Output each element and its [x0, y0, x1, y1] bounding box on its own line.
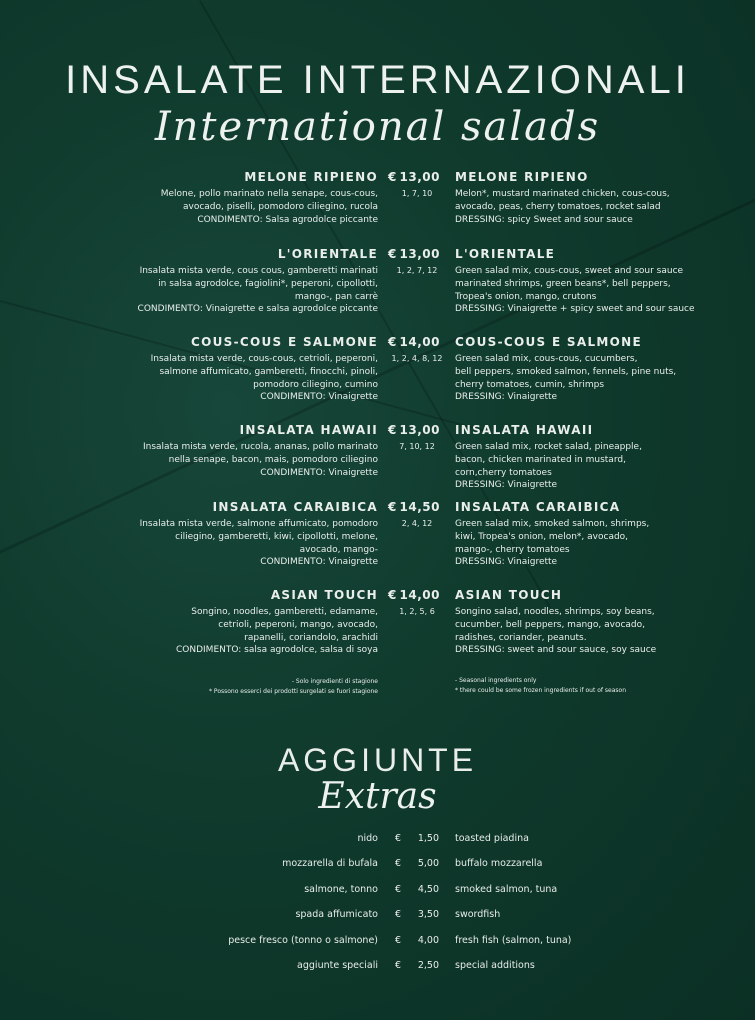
allergens: 2, 4, 12 [401, 519, 433, 528]
note-line: * there could be some frozen ingredients if out of season [455, 686, 627, 694]
allergens: 1, 2, 4, 8, 12 [391, 354, 443, 363]
description-line: avocado, peas, cherry tomatoes, rocket salad [455, 201, 661, 212]
extra-name-english: toasted piadina [455, 833, 529, 844]
extra-price: 1,50 [417, 833, 439, 844]
currency-symbol: € [388, 500, 397, 514]
extra-name-italian: nido [357, 833, 378, 844]
salad-name-english: ASIAN TOUCH [455, 588, 563, 602]
note-line: - Solo ingredienti di stagione [291, 678, 378, 685]
description-line: Insalata mista verde, salmone affumicato, pomodoro [139, 519, 378, 529]
description-english [455, 353, 745, 404]
notes-italian [209, 677, 378, 696]
extras-subtitle: Extras [318, 776, 437, 817]
salad-name-italian: L'ORIENTALE [277, 247, 378, 261]
description-line: DRESSING: Vinaigrette [455, 392, 558, 403]
description-line: cherry tomatoes, cumin, shrimps [455, 379, 605, 390]
salad-name-english: INSALATA CARAIBICA [455, 500, 621, 514]
description-italian [108, 518, 378, 569]
description-line: marinated shrimps, green beans*, bell peppers, [455, 278, 671, 289]
salad-name-english: INSALATA HAWAII [455, 423, 594, 437]
extra-name-english: swordfish [455, 909, 501, 921]
description-line: nella senape, bacon, mais, pomodoro ciliegino [168, 454, 378, 465]
description-line: rapanelli, coriandolo, arachidi [244, 632, 378, 643]
currency-symbol: € [395, 934, 402, 946]
extra-price: 4,50 [417, 883, 439, 895]
notes-english [455, 676, 626, 695]
description-line: Green salad mix, smoked salmon, shrimps, [455, 519, 650, 529]
description-line: Melon*, mustard marinated chicken, cous-cous, [455, 189, 670, 199]
salad-name-italian: COUS-COUS E SALMONE [191, 335, 378, 349]
note-line: - Seasonal ingredients only [455, 677, 537, 684]
currency-symbol: € [388, 335, 397, 349]
extras-title: AGGIUNTE [277, 742, 478, 778]
description-line: Green salad mix, rocket salad, pineapple, [455, 442, 642, 452]
description-line: DRESSING: Vinaigrette + spicy sweet and sour sauce [455, 304, 695, 315]
description-line: Songino, noodles, gamberetti, edamame, [191, 607, 378, 617]
salad-name-italian: MELONE RIPIENO [244, 170, 378, 184]
salad-name-italian: ASIAN TOUCH [270, 588, 378, 602]
description-english [455, 518, 745, 569]
salad-name-italian: INSALATA CARAIBICA [212, 500, 378, 514]
description-line: avocado, mango- [299, 544, 378, 555]
note-line: * Possono esserci dei prodotti surgelati se fuori stagione [209, 687, 378, 695]
description-line: Songino salad, noodles, shrimps, soy beans, [455, 607, 655, 617]
description-line: Melone, pollo marinato nella senape, cous-cous, [160, 189, 378, 199]
currency-symbol: € [395, 833, 402, 844]
description-line: mango-, pan carrè [294, 291, 378, 302]
description-line: kiwi, Tropea's onion, melon*, avocado, [455, 531, 629, 542]
description-line: mango-, cherry tomatoes [455, 544, 570, 555]
description-italian [108, 188, 378, 226]
description-line: Insalata mista verde, rucola, ananas, pollo marinato [142, 442, 378, 452]
extra-name-italian: aggiunte speciali [297, 960, 378, 971]
description-english [455, 188, 745, 226]
description-line: bell peppers, smoked salmon, fennels, pine nuts, [455, 366, 677, 377]
salad-price: 14,00 [399, 588, 440, 602]
allergens: 7, 10, 12 [399, 442, 435, 451]
description-line: DRESSING: Vinaigrette [455, 480, 558, 491]
extra-price: 2,50 [417, 960, 439, 971]
currency-symbol: € [395, 883, 402, 895]
description-line: in salsa agrodolce, fagiolini*, peperoni, cipollotti, [158, 278, 378, 289]
extra-name-english: fresh fish (salmon, tuna) [455, 934, 572, 946]
description-line: CONDIMENTO: Vinaigrette [260, 392, 378, 403]
salad-name-english: MELONE RIPIENO [455, 170, 589, 184]
description-line: cetrioli, peperoni, mango, avocado, [218, 619, 378, 630]
currency-symbol: € [388, 170, 397, 184]
currency-symbol: € [388, 423, 397, 437]
description-italian [108, 606, 378, 657]
description-line: Insalata mista verde, cous-cous, cetrioli, peperoni, [150, 354, 378, 364]
salad-price: 14,00 [399, 335, 440, 349]
description-line: CONDIMENTO: Vinaigrette e salsa agrodolce piccante [137, 304, 378, 315]
allergens: 1, 2, 7, 12 [396, 266, 438, 275]
extra-name-italian: pesce fresco (tonno o salmone) [228, 934, 378, 946]
currency-symbol: € [388, 588, 397, 602]
salad-name-english: L'ORIENTALE [455, 247, 556, 261]
extra-price: 5,00 [417, 858, 439, 870]
salad-name-italian: INSALATA HAWAII [239, 423, 378, 437]
description-line: ciliegino, gamberetti, kiwi, cipollotti, melone, [175, 531, 378, 542]
description-line: CONDIMENTO: Vinaigrette [260, 467, 378, 478]
salad-price: 13,00 [399, 170, 440, 184]
salad-price: 14,50 [399, 500, 440, 514]
salad-price: 13,00 [399, 247, 440, 261]
description-english [455, 606, 745, 657]
description-line: CONDIMENTO: Vinaigrette [260, 557, 378, 568]
description-line: avocado, piselli, pomodoro ciliegino, rucola [182, 201, 378, 212]
salad-price: 13,00 [399, 423, 440, 437]
description-italian [108, 265, 378, 316]
description-line: Tropea's onion, mango, crutons [455, 291, 597, 302]
extra-name-english: special additions [455, 960, 535, 971]
description-line: cucumber, bell peppers, mango, avocado, [455, 619, 645, 630]
description-line: CONDIMENTO: Salsa agrodolce piccante [197, 214, 378, 225]
page-subtitle: International salads [154, 104, 601, 150]
description-line: DRESSING: Vinaigrette [455, 557, 558, 568]
description-line: CONDIMENTO: salsa agrodolce, salsa di soya [176, 645, 378, 656]
description-line: salmone affumicato, gamberetti, finocchi, pinoli, [159, 366, 378, 377]
page-title: INSALATE INTERNAZIONALI [65, 58, 690, 102]
description-english [455, 441, 745, 492]
currency-symbol: € [395, 858, 402, 870]
description-line: corn,cherry tomatoes [455, 467, 552, 478]
extra-name-italian: spada affumicato [295, 909, 378, 921]
currency-symbol: € [395, 960, 402, 971]
description-line: radishes, coriander, peanuts. [455, 632, 587, 643]
extra-name-italian: salmone, tonno [304, 883, 378, 895]
extra-name-english: buffalo mozzarella [455, 858, 543, 870]
salad-name-english: COUS-COUS E SALMONE [455, 335, 642, 349]
allergens: 1, 7, 10 [401, 189, 433, 198]
currency-symbol: € [395, 909, 402, 921]
extra-price: 4,00 [417, 934, 439, 946]
description-line: Insalata mista verde, cous cous, gamberetti marinati [139, 266, 378, 276]
description-line: bacon, chicken marinated in mustard, [455, 454, 626, 465]
description-english [455, 265, 745, 316]
extra-name-english: smoked salmon, tuna [455, 883, 558, 895]
description-line: Green salad mix, cous-cous, sweet and sour sauce [455, 266, 684, 276]
extra-price: 3,50 [417, 909, 439, 921]
description-italian [108, 353, 378, 404]
description-line: DRESSING: sweet and sour sauce, soy sauce [455, 645, 657, 656]
description-line: DRESSING: spicy Sweet and sour sauce [455, 214, 633, 225]
description-line: pomodoro ciliegino, cumino [253, 379, 378, 390]
allergens: 1, 2, 5, 6 [399, 607, 435, 616]
description-italian [108, 441, 378, 479]
currency-symbol: € [388, 247, 397, 261]
description-line: Green salad mix, cous-cous, cucumbers, [455, 354, 638, 364]
extra-name-italian: mozzarella di bufala [282, 858, 378, 870]
